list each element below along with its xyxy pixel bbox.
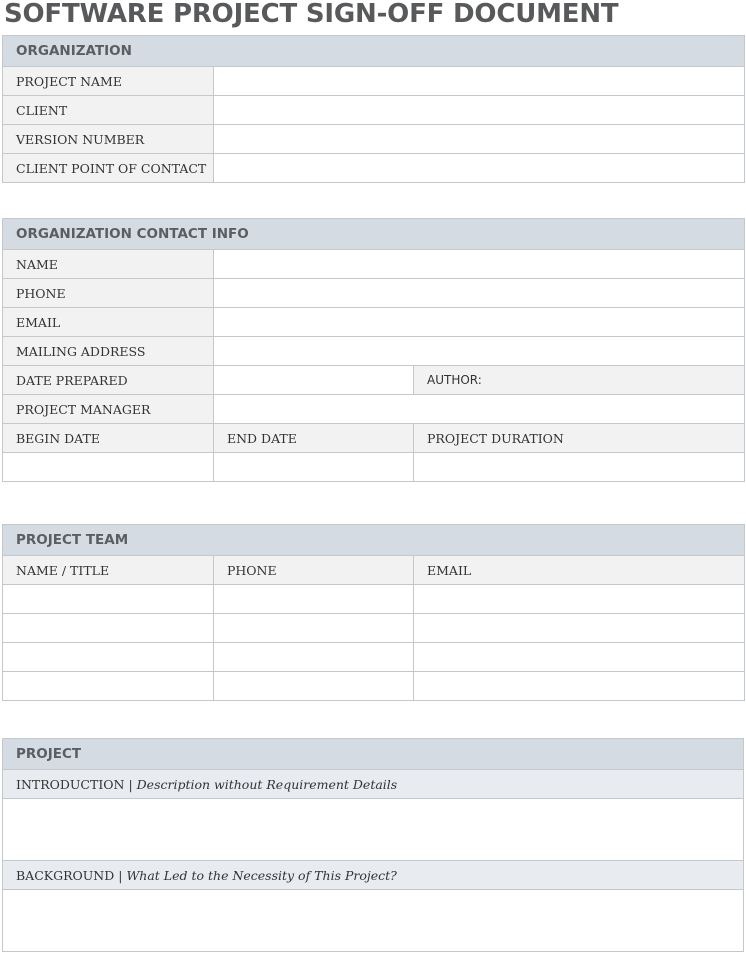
team-col-email: EMAIL	[414, 556, 745, 585]
background-separator: |	[118, 867, 123, 883]
phone-field[interactable]	[214, 279, 745, 308]
project-name-label: PROJECT NAME	[3, 67, 214, 96]
team-name-cell[interactable]	[3, 585, 214, 614]
team-email-cell[interactable]	[414, 643, 745, 672]
email-label: EMAIL	[3, 308, 214, 337]
project-duration-field[interactable]	[414, 453, 745, 482]
team-phone-cell[interactable]	[214, 585, 414, 614]
team-table	[2, 524, 745, 701]
background-label: BACKGROUND	[16, 867, 115, 883]
team-section	[2, 524, 744, 701]
name-field[interactable]	[214, 250, 745, 279]
date-prepared-field[interactable]	[214, 366, 414, 395]
project-duration-label: PROJECT DURATION	[414, 424, 745, 453]
project-header: PROJECT	[3, 739, 744, 770]
mailing-address-label: MAILING ADDRESS	[3, 337, 214, 366]
background-field[interactable]	[3, 890, 744, 952]
client-contact-field[interactable]	[214, 154, 745, 183]
team-name-cell[interactable]	[3, 643, 214, 672]
project-table	[2, 738, 744, 952]
organization-section	[2, 35, 744, 183]
team-phone-cell[interactable]	[214, 614, 414, 643]
introduction-field[interactable]	[3, 799, 744, 861]
contact-table	[2, 218, 745, 482]
organization-table	[2, 35, 745, 183]
name-label: NAME	[3, 250, 214, 279]
background-hint: What Led to the Necessity of This Project?	[126, 867, 397, 883]
background-label-row	[3, 861, 744, 890]
project-section	[2, 738, 744, 952]
team-email-cell[interactable]	[414, 672, 745, 701]
introduction-hint: Description without Requirement Details	[136, 776, 398, 792]
begin-date-label: BEGIN DATE	[3, 424, 214, 453]
phone-label: PHONE	[3, 279, 214, 308]
author-label[interactable]: AUTHOR:	[414, 366, 745, 395]
email-field[interactable]	[214, 308, 745, 337]
end-date-label: END DATE	[214, 424, 414, 453]
client-label: CLIENT	[3, 96, 214, 125]
team-email-cell[interactable]	[414, 585, 745, 614]
version-number-label: VERSION NUMBER	[3, 125, 214, 154]
client-contact-label: CLIENT POINT OF CONTACT	[3, 154, 214, 183]
project-manager-label: PROJECT MANAGER	[3, 395, 214, 424]
table-row	[3, 643, 745, 672]
contact-header: ORGANIZATION CONTACT INFO	[3, 219, 745, 250]
introduction-separator: |	[128, 776, 133, 792]
team-email-cell[interactable]	[414, 614, 745, 643]
project-manager-field[interactable]	[214, 395, 745, 424]
team-header: PROJECT TEAM	[3, 525, 745, 556]
client-field[interactable]	[214, 96, 745, 125]
date-prepared-label: DATE PREPARED	[3, 366, 214, 395]
end-date-field[interactable]	[214, 453, 414, 482]
team-phone-cell[interactable]	[214, 643, 414, 672]
organization-header: ORGANIZATION	[3, 36, 745, 67]
contact-section	[2, 218, 744, 482]
table-row	[3, 585, 745, 614]
team-name-cell[interactable]	[3, 672, 214, 701]
team-col-name-title: NAME / TITLE	[3, 556, 214, 585]
introduction-label-row	[3, 770, 744, 799]
version-number-field[interactable]	[214, 125, 745, 154]
table-row	[3, 614, 745, 643]
team-col-phone: PHONE	[214, 556, 414, 585]
mailing-address-field[interactable]	[214, 337, 745, 366]
introduction-label: INTRODUCTION	[16, 776, 125, 792]
table-row	[3, 672, 745, 701]
team-phone-cell[interactable]	[214, 672, 414, 701]
project-name-field[interactable]	[214, 67, 745, 96]
begin-date-field[interactable]	[3, 453, 214, 482]
page-title: SOFTWARE PROJECT SIGN-OFF DOCUMENT	[4, 0, 619, 29]
team-name-cell[interactable]	[3, 614, 214, 643]
